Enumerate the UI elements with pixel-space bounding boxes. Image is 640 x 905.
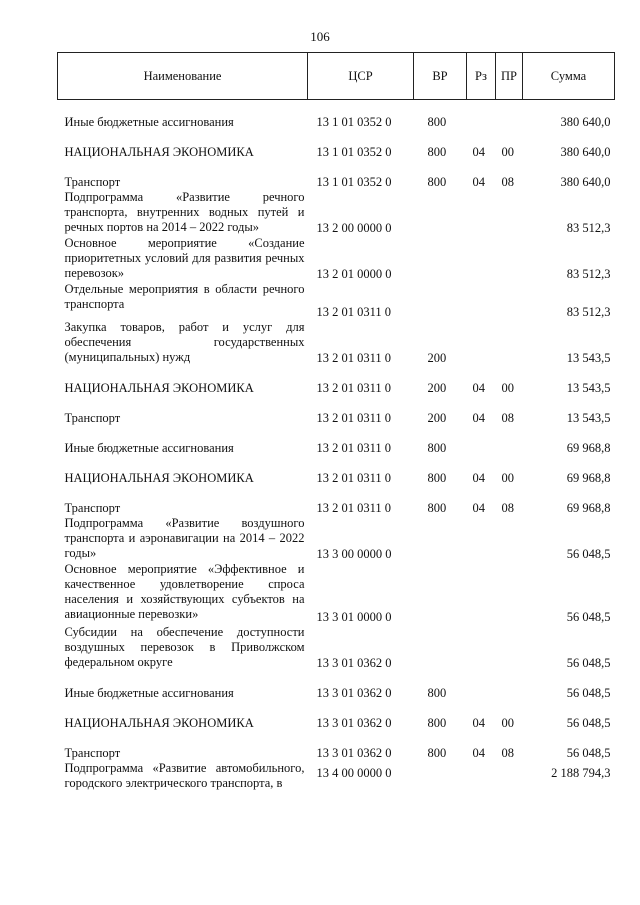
table-row xyxy=(58,426,615,456)
cell-sum: 13 543,5 xyxy=(566,380,611,395)
cell-pr xyxy=(496,282,523,320)
table-row xyxy=(58,396,615,426)
cell-pr: 00 xyxy=(501,380,514,395)
cell-name: Подпрограмма «Развитие автомобильного, городского электрического транспорта, в xyxy=(64,760,305,790)
table-row xyxy=(58,366,615,396)
cell-csr: 13 3 01 0362 0 xyxy=(316,715,392,730)
cell-vr: 800 xyxy=(427,174,447,189)
cell-csr: 13 2 01 0000 0 xyxy=(316,266,392,281)
cell-rz xyxy=(467,761,496,799)
cell-rz xyxy=(467,562,496,625)
cell-vr: 200 xyxy=(427,410,447,425)
table-row xyxy=(58,761,615,799)
cell-name: Закупка товаров, работ и услуг для обеспечения государственных (муниципальных) нужд xyxy=(64,319,305,364)
cell-name: Подпрограмма «Развитие воздушного транспорта и аэронавигации на 2014 – 2022 годы» xyxy=(64,515,305,560)
cell-pr: 00 xyxy=(501,470,514,485)
cell-rz xyxy=(467,190,496,236)
table-row xyxy=(58,562,615,625)
cell-vr xyxy=(414,562,467,625)
cell-rz xyxy=(467,282,496,320)
table-row xyxy=(58,671,615,701)
cell-pr: 00 xyxy=(501,144,514,159)
cell-name: Транспорт xyxy=(64,745,121,760)
cell-pr xyxy=(496,562,523,625)
cell-rz: 04 xyxy=(472,715,485,730)
cell-pr xyxy=(496,671,523,701)
cell-csr: 13 2 01 0311 0 xyxy=(316,304,392,319)
cell-csr: 13 2 01 0311 0 xyxy=(316,350,392,365)
cell-vr: 800 xyxy=(427,144,447,159)
cell-vr: 200 xyxy=(427,380,447,395)
cell-vr: 200 xyxy=(427,350,447,365)
cell-csr: 13 2 01 0311 0 xyxy=(316,440,392,455)
cell-vr xyxy=(414,190,467,236)
cell-pr: 08 xyxy=(501,410,514,425)
cell-name: Отдельные мероприятия в области речного транспорта xyxy=(64,281,305,311)
cell-vr xyxy=(414,761,467,799)
table-row xyxy=(58,160,615,190)
cell-sum: 380 640,0 xyxy=(560,144,611,159)
cell-name: НАЦИОНАЛЬНАЯ ЭКОНОМИКА xyxy=(64,380,254,395)
cell-rz: 04 xyxy=(472,174,485,189)
cell-sum: 380 640,0 xyxy=(560,174,611,189)
cell-vr xyxy=(414,236,467,282)
header-csr: ЦСР xyxy=(308,53,414,100)
cell-sum: 56 048,5 xyxy=(566,685,611,700)
cell-vr: 800 xyxy=(427,114,447,129)
cell-vr: 800 xyxy=(427,715,447,730)
table-row xyxy=(58,320,615,366)
cell-pr xyxy=(496,320,523,366)
cell-name: Иные бюджетные ассигнования xyxy=(64,114,234,129)
cell-rz xyxy=(467,625,496,671)
cell-name: Транспорт xyxy=(64,174,121,189)
cell-rz: 04 xyxy=(472,380,485,395)
cell-csr: 13 3 00 0000 0 xyxy=(316,546,392,561)
cell-sum: 83 512,3 xyxy=(566,304,611,319)
cell-csr: 13 2 01 0311 0 xyxy=(316,380,392,395)
cell-vr xyxy=(414,282,467,320)
cell-pr: 08 xyxy=(501,745,514,760)
cell-csr: 13 4 00 0000 0 xyxy=(316,765,392,780)
cell-rz: 04 xyxy=(472,470,485,485)
cell-vr: 800 xyxy=(427,745,447,760)
cell-rz: 04 xyxy=(472,144,485,159)
cell-csr: 13 2 01 0311 0 xyxy=(316,470,392,485)
cell-name: Основное мероприятие «Создание приоритетных условий для развития речных перевозок» xyxy=(64,235,305,280)
cell-name: Иные бюджетные ассигнования xyxy=(64,685,234,700)
cell-rz: 04 xyxy=(472,500,485,515)
cell-sum: 13 543,5 xyxy=(566,350,611,365)
table-row xyxy=(58,731,615,761)
header-name: Наименование xyxy=(58,53,308,100)
cell-vr xyxy=(414,625,467,671)
cell-sum: 69 968,8 xyxy=(566,440,611,455)
cell-vr: 800 xyxy=(427,470,447,485)
cell-sum: 56 048,5 xyxy=(566,609,611,624)
cell-sum: 56 048,5 xyxy=(566,715,611,730)
cell-rz xyxy=(467,516,496,562)
cell-csr: 13 3 01 0000 0 xyxy=(316,609,392,624)
cell-csr: 13 2 01 0311 0 xyxy=(316,410,392,425)
cell-rz xyxy=(467,236,496,282)
cell-sum: 69 968,8 xyxy=(566,470,611,485)
cell-csr: 13 1 01 0352 0 xyxy=(316,174,392,189)
cell-pr: 08 xyxy=(501,174,514,189)
cell-pr xyxy=(496,190,523,236)
header-sum: Сумма xyxy=(523,53,615,100)
table-row xyxy=(58,130,615,160)
cell-sum: 83 512,3 xyxy=(566,266,611,281)
table-row xyxy=(58,625,615,671)
cell-name: Субсидии на обеспечение доступности воздушных перевозок в Приволжском федеральном округе xyxy=(64,624,305,669)
cell-name: Транспорт xyxy=(64,410,121,425)
cell-rz xyxy=(467,426,496,456)
table-row xyxy=(58,486,615,516)
cell-rz: 04 xyxy=(472,410,485,425)
cell-pr xyxy=(496,426,523,456)
header-rz: Рз xyxy=(467,53,496,100)
cell-csr: 13 2 01 0311 0 xyxy=(316,500,392,515)
cell-name: НАЦИОНАЛЬНАЯ ЭКОНОМИКА xyxy=(64,144,254,159)
cell-pr xyxy=(496,100,523,130)
cell-pr xyxy=(496,625,523,671)
table-row xyxy=(58,190,615,236)
cell-csr: 13 1 01 0352 0 xyxy=(316,144,392,159)
cell-rz xyxy=(467,100,496,130)
cell-name: Иные бюджетные ассигнования xyxy=(64,440,234,455)
cell-name: НАЦИОНАЛЬНАЯ ЭКОНОМИКА xyxy=(64,470,254,485)
cell-name: Подпрограмма «Развитие речного транспорта, внутренних водных путей и речных портов на 2014 – 2022 годы» xyxy=(64,189,305,234)
cell-name: Транспорт xyxy=(64,500,121,515)
cell-vr: 800 xyxy=(427,500,447,515)
table-row xyxy=(58,701,615,731)
budget-table xyxy=(57,52,615,799)
cell-sum: 13 543,5 xyxy=(566,410,611,425)
cell-sum: 56 048,5 xyxy=(566,546,611,561)
cell-name: НАЦИОНАЛЬНАЯ ЭКОНОМИКА xyxy=(64,715,254,730)
cell-pr: 00 xyxy=(501,715,514,730)
cell-vr: 800 xyxy=(427,440,447,455)
cell-rz xyxy=(467,671,496,701)
cell-vr: 800 xyxy=(427,685,447,700)
cell-pr xyxy=(496,516,523,562)
header-pr: ПР xyxy=(496,53,523,100)
cell-pr xyxy=(496,236,523,282)
cell-rz xyxy=(467,320,496,366)
cell-csr: 13 3 01 0362 0 xyxy=(316,685,392,700)
cell-csr: 13 3 01 0362 0 xyxy=(316,745,392,760)
header-vr: ВР xyxy=(414,53,467,100)
cell-rz: 04 xyxy=(472,745,485,760)
cell-sum: 56 048,5 xyxy=(566,745,611,760)
cell-sum: 380 640,0 xyxy=(560,114,611,129)
cell-sum: 69 968,8 xyxy=(566,500,611,515)
table-row xyxy=(58,100,615,130)
cell-vr xyxy=(414,516,467,562)
table-row xyxy=(58,456,615,486)
table-row xyxy=(58,516,615,562)
page-number: 106 xyxy=(310,29,330,44)
table-header-row xyxy=(58,53,615,100)
cell-csr: 13 3 01 0362 0 xyxy=(316,655,392,670)
cell-csr: 13 1 01 0352 0 xyxy=(316,114,392,129)
cell-pr: 08 xyxy=(501,500,514,515)
cell-name: Основное мероприятие «Эффективное и качественное удовлетворение спроса населения и хозяйствующих субъектов на авиационные перевозки» xyxy=(64,561,305,621)
cell-sum: 2 188 794,3 xyxy=(551,765,611,780)
table-row xyxy=(58,236,615,282)
cell-sum: 83 512,3 xyxy=(566,220,611,235)
cell-csr: 13 2 00 0000 0 xyxy=(316,220,392,235)
cell-pr xyxy=(496,761,523,799)
table-row xyxy=(58,282,615,320)
cell-sum: 56 048,5 xyxy=(566,655,611,670)
